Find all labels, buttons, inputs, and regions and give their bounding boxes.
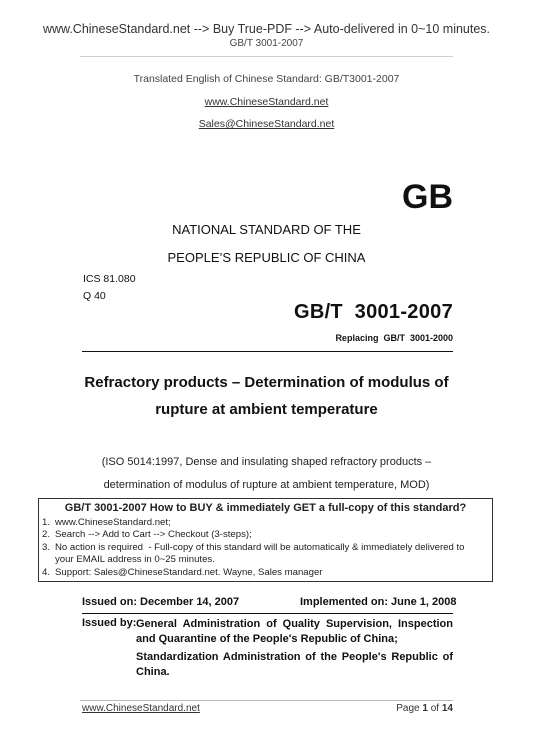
purchase-info-box [38,498,493,582]
issue-divider [82,613,453,614]
iso-reference-line1: (ISO 5014:1997, Dense and insulating shaped refractory products – [101,456,432,468]
email-link-container [0,118,533,130]
national-standard-line1: NATIONAL STANDARD OF THE [172,222,361,237]
implemented-on-date: Implemented on: June 1, 2008 [300,596,457,608]
list-item: your EMAIL address in 0~25 minutes. [55,554,215,566]
issued-on-date: Issued on: December 14, 2007 [82,596,240,608]
document-title-line1: Refractory products – Determination of modulus of [84,374,449,391]
footer-divider [80,700,453,701]
ics-code: ICS 81.080 [83,273,136,285]
header-banner: www.ChineseStandard.net --> Buy True-PDF --> Auto-delivered in 0~10 minutes. [42,22,491,36]
list-item: 2. Search --> Add to Cart --> Checkout (3-steps); [42,529,252,541]
issuer-2: Standardization Administration of the People's Republic of China. [136,651,453,678]
document-title-line2: rupture at ambient temperature [155,401,378,418]
list-item: 3. No action is required - Full-copy of this standard will be automatically & immediately delivered to [42,541,465,553]
page-current: 1 [422,703,428,714]
iso-reference-line2: determination of modulus of rupture at ambient temperature, MOD) [103,479,430,491]
header-divider [80,56,453,57]
translation-line: Translated English of Chinese Standard: GB/T3001-2007 [133,73,400,85]
footer-site-container [82,703,200,714]
list-item: 1. www.ChineseStandard.net; [42,517,171,528]
footer-website-link[interactable]: www.ChineseStandard.net [82,703,200,714]
email-link[interactable]: Sales@ChineseStandard.net [198,118,335,130]
ccs-code: Q 40 [83,290,106,302]
issued-by-label: Issued by: [82,617,137,629]
standard-number: GB/T 3001-2007 [293,301,453,323]
national-standard-line2: PEOPLE’S REPUBLIC OF CHINA [167,250,366,265]
purchase-steps-list [42,517,465,579]
website-link-container [0,96,533,108]
replacing-standard: Replacing GB/T 3001-2000 [335,333,453,343]
page-indicator: Page 1 of 14 [396,703,453,714]
purchase-box-title: GB/T 3001-2007 How to BUY & immediately GET a full-copy of this standard? [64,502,467,514]
header-standard-code: GB/T 3001-2007 [229,38,304,49]
title-divider [82,351,453,352]
list-item: 4. Support: Sales@ChineseStandard.net. Wayne, Sales manager [42,566,323,578]
issuer-1: General Administration of Quality Supervision, Inspection and Quarantine of the People's Republic of China; [136,618,453,645]
website-link[interactable]: www.ChineseStandard.net [204,96,329,108]
gb-logo-mark: GB [402,178,453,216]
page-total: 14 [441,703,453,714]
